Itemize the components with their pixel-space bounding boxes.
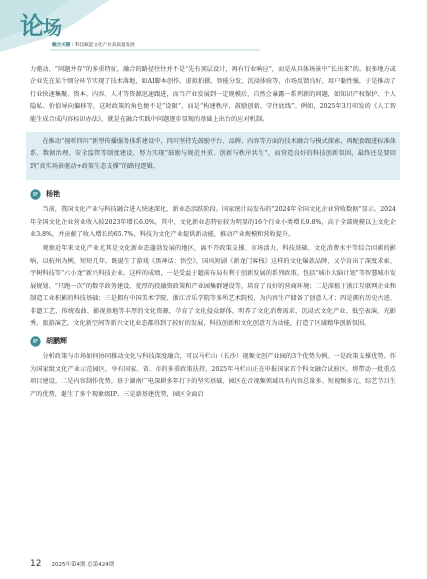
highlight-paragraph: 在推动“视听四川”新型传播服务体系建设中，四川坚持先鼓励平台、品牌、内容等方面的技术融合与模式探索，再配套跟进标准体系、数据治理、安全监管等制度建设，努力实现“鼓励与规范并重、创新与秩序共生”，而营造良好的科技创新氛围，最终还是要回到“真实场景驱动+政策生态支撑”的路径逻辑。 [30,138,396,170]
body-paragraph: 观察近年来文化产业尤其是文化新业态蓬勃发展的地区，离不开政策支撑、市场活力、科技基础、文化消费水平等综合因素的影响，以杭州为例，短短几年，既诞生了游戏《黑神话：悟空》，国风短剧《新龙门客栈》这样的文化爆款品牌，又孕育出了深度求索、宇树科技等“六小龙”新兴科技企业。这样的成绩，一是受益于超前布局有利于创新发展的系列政策。包括“城市大脑计划”等智慧城市发展规划、“只跑一次”的数字政务建设、优厚的投融资政策和产业园集群建设等，培育了良好的营商环境；二是深植于浙江互联网企业和制造工业积累的科技基础；三是拥有中国美术学院、浙江音乐学院等多所艺术院校，为内容生产储备了创意人才；四是拥有历史古迹、非遗工艺、传统戏曲、影视基地等丰厚的文化资源，孕育了文化侵众群体，明养了文化消费需求，沉浸式文化产业、低空表演、光影秀、旅游演艺、文化新空间等新兴文化业态都得到了较好的发展，科技创新和文化创意互为动能，打造了区域精华创新氛围。 [30,245,396,327]
logo-char-2: 场 [43,17,62,39]
speech-bubble-icon [30,336,41,347]
column-logo [20,11,62,40]
speaker-name: 胡鹏辉 [46,337,67,346]
page-footer [30,557,400,571]
subtitle-prefix: 融合关键 [52,43,71,48]
article-body [30,64,396,403]
logo-char-1: 论 [20,11,43,40]
body-paragraph: 分析政策与市场如何协同推动文化与科技深度融合，可以马栏山（长沙）视频文创产业园的3个优势为例。一是政策支撑优势。作为国家级文化产业示范园区，享有国家、省、市的多重政策扶持。2025年马栏山正在申报国家首个科文融合试验区，将带动一批重点项目建设。二是内容制作优势。基于湖南广电深耕多年打下的坚实基础，园区在音视频领域具有内容总量多、短视频多元、综艺节目生产的优势，诞生了多个现象级IP。三是新基建优势，园区全面启 [30,353,396,398]
page-header [0,0,427,56]
speaker-name: 杨艳 [46,190,60,199]
speaker-heading-1 [30,188,396,200]
body-paragraph: 力驱动、“问题并存”的多重特征，融合的路径往往并不是“先有顶层设计，再有行业响应”，而是从具体场景中“长出来”的。很多地方或企业先在某个细分环节实现了技术落地，如AI脚本创作、虚拟拍摄、智能分发、沉浸体验等，市场反馈良好，用户黏性强，于是推动了行业快速集聚。资本、内容、人才等资源迅速跟进，而当产业发展到一定规模后，自然会暴露一系列新的问题，如知识产权保护、个人隐私、价值导向偏移等，这时政策的角色便不是“设限”，而是“构建秩序、鼓励创新、守住底线”。例如，2025年3月印发的《人工智能生成合成内容标识办法》，就是在融合实践中问题逐步显现的基础上出台的应对机制。 [30,66,396,123]
page-number: 12 [30,559,42,569]
speaker-heading-2 [30,335,396,347]
issue-info: 2025年第4期 总第424期 [51,562,115,568]
column-subtitle [52,42,135,48]
highlight-box [26,132,400,180]
speech-bubble-icon [30,189,41,200]
body-paragraph: 当前，我国文化产业与科技融合进入快速深化、新业态活跃阶段。国家统计局发布的“2024年全国文化企业营收数据”显示，2024年全国文化企业营业收入较2023年增长6.0%，其中，文化新业态特征较为明显的16个行业小类增长9.8%，高于全部规模以上文化企业3.8%，并贡献了收入增长的65.7%，科技为文化产业提供新动能，推动产业规模和营收提升。 [30,206,396,239]
subtitle-rest: ｜科技赋能文化产业高质量发展 [70,43,135,48]
